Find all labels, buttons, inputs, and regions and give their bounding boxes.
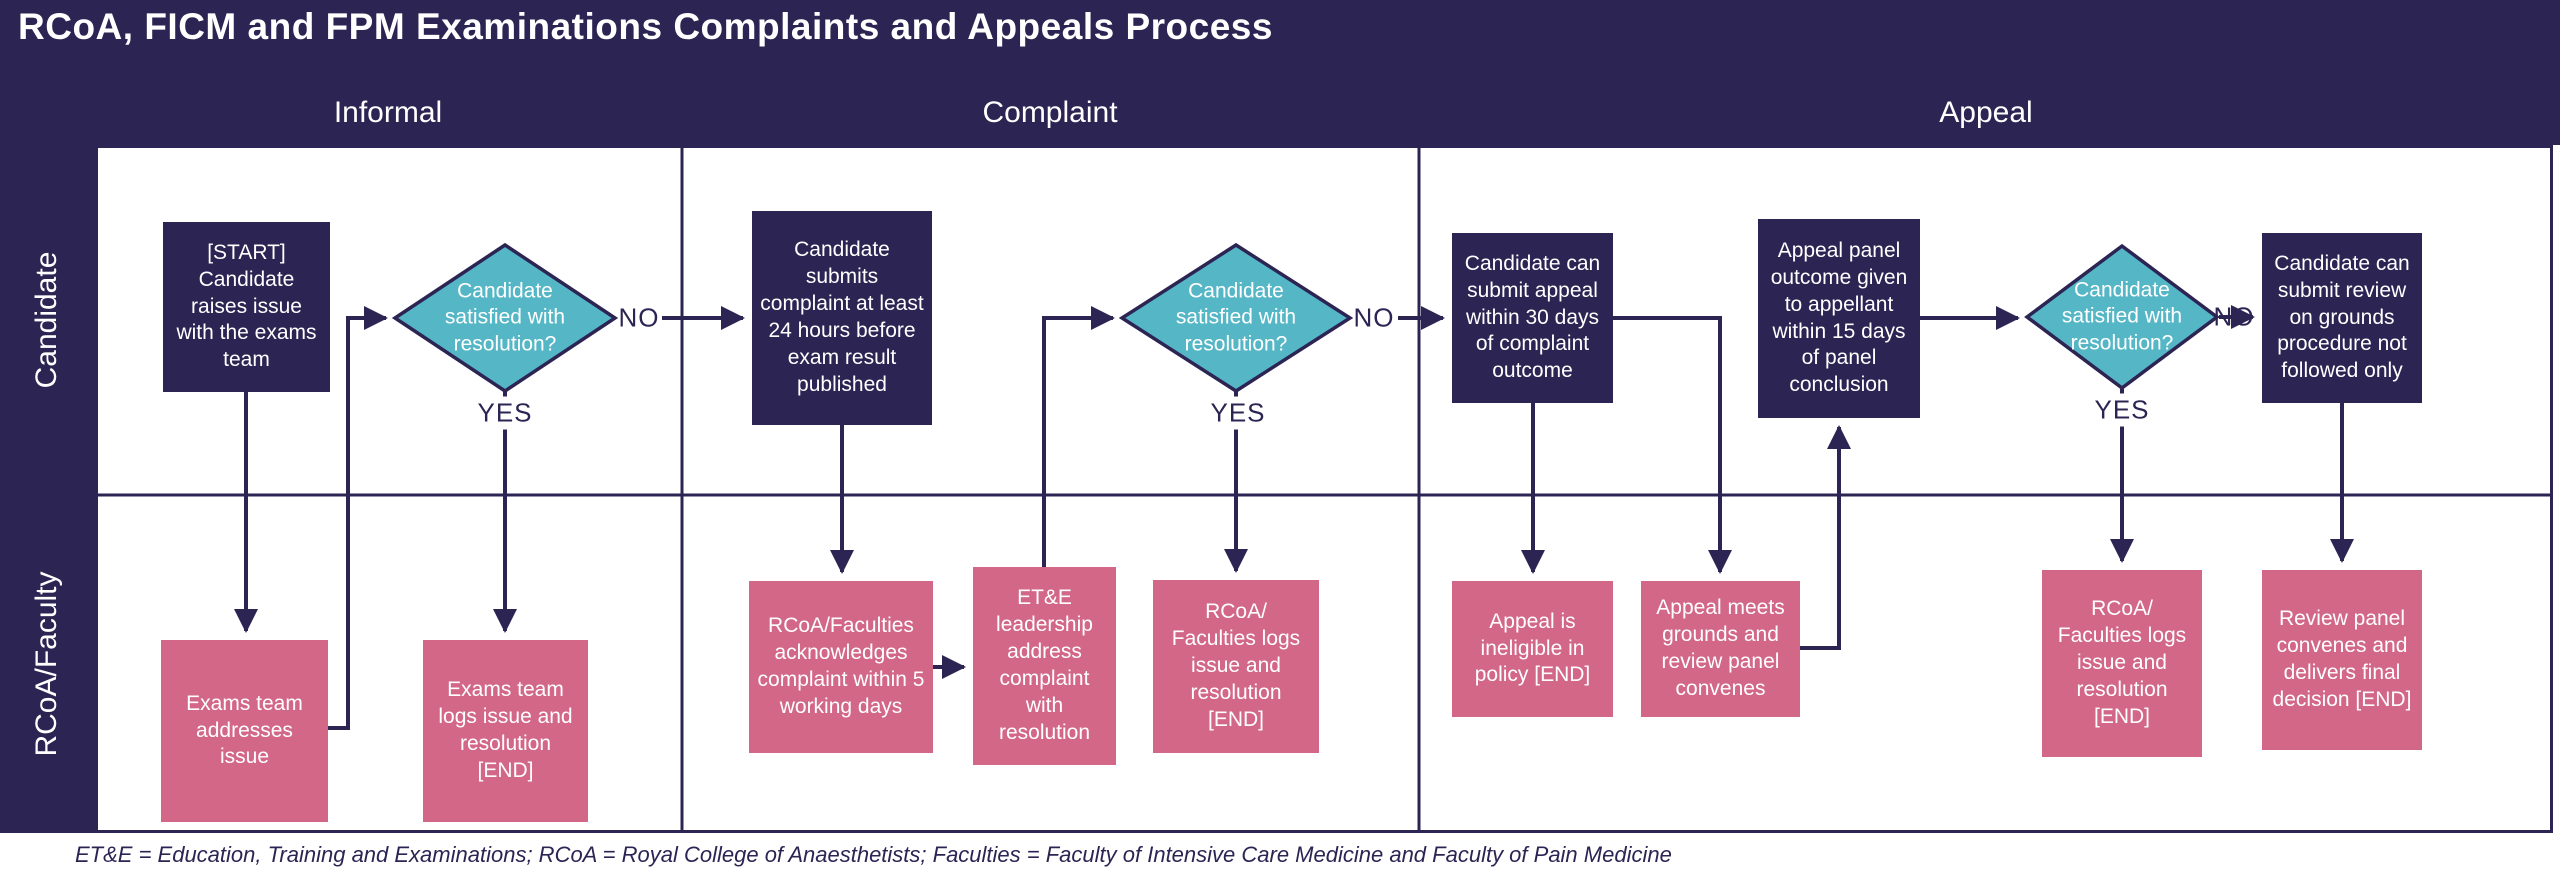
node-appeal-ineligible: Appeal is ineligible in policy [END] [1452,581,1613,717]
node-submit-appeal: Candidate can submit appeal within 30 days of complaint outcome [1452,233,1613,403]
decision-label-informal: Candidate satisfied with resolution? [444,279,566,356]
node-acknowledges: RCoA/Faculties acknowledges complaint within 5 working days [749,581,933,753]
node-review-panel: Review panel convenes and delivers final decision [END] [2262,570,2422,750]
branch-yes-complaint: YES [1207,397,1268,430]
node-start: [START] Candidate raises issue with the exams team [163,222,330,392]
abbreviations-footnote: ET&E = Education, Training and Examinations; RCoA = Royal College of Anaesthetists; Faculties = Faculty of Intensive Care Medicine and Faculty of Pain Medicine [75,842,1672,867]
column-header-informal: Informal [333,96,443,129]
branch-no-complaint: NO [1353,302,1395,333]
branch-no-informal: NO [618,302,660,333]
branch-yes-appeal: YES [2091,394,2152,427]
node-appeal-meets-grounds: Appeal meets grounds and review panel convenes [1641,581,1800,717]
node-faculties-logs-complaint: RCoA/ Faculties logs issue and resolution [END] [1153,580,1319,753]
row-header-candidate: Candidate [30,251,63,389]
node-panel-outcome: Appeal panel outcome given to appellant within 15 days of panel conclusion [1758,219,1920,418]
node-ete-leadership: ET&E leadership address complaint with resolution [973,567,1116,765]
page-title: RCoA, FICM and FPM Examinations Complaints and Appeals Process [18,6,1273,47]
row-header-rcoa-faculty: RCoA/Faculty [30,571,63,757]
column-header-appeal: Appeal [1939,96,2033,129]
node-exams-addresses: Exams team addresses issue [161,640,328,822]
node-submit-review: Candidate can submit review on grounds procedure not followed only [2262,233,2422,403]
column-header-complaint: Complaint [982,96,1118,129]
node-exams-logs: Exams team logs issue and resolution [END] [423,640,588,822]
branch-no-appeal: NO [2213,301,2255,332]
node-faculties-logs-appeal: RCoA/ Faculties logs issue and resolution [END] [2042,570,2202,757]
node-submit-complaint: Candidate submits complaint at least 24 hours before exam result published [752,211,932,425]
decision-label-appeal: Candidate satisfied with resolution? [2061,278,2183,355]
branch-yes-informal: YES [474,397,535,430]
decision-label-complaint: Candidate satisfied with resolution? [1175,279,1297,356]
